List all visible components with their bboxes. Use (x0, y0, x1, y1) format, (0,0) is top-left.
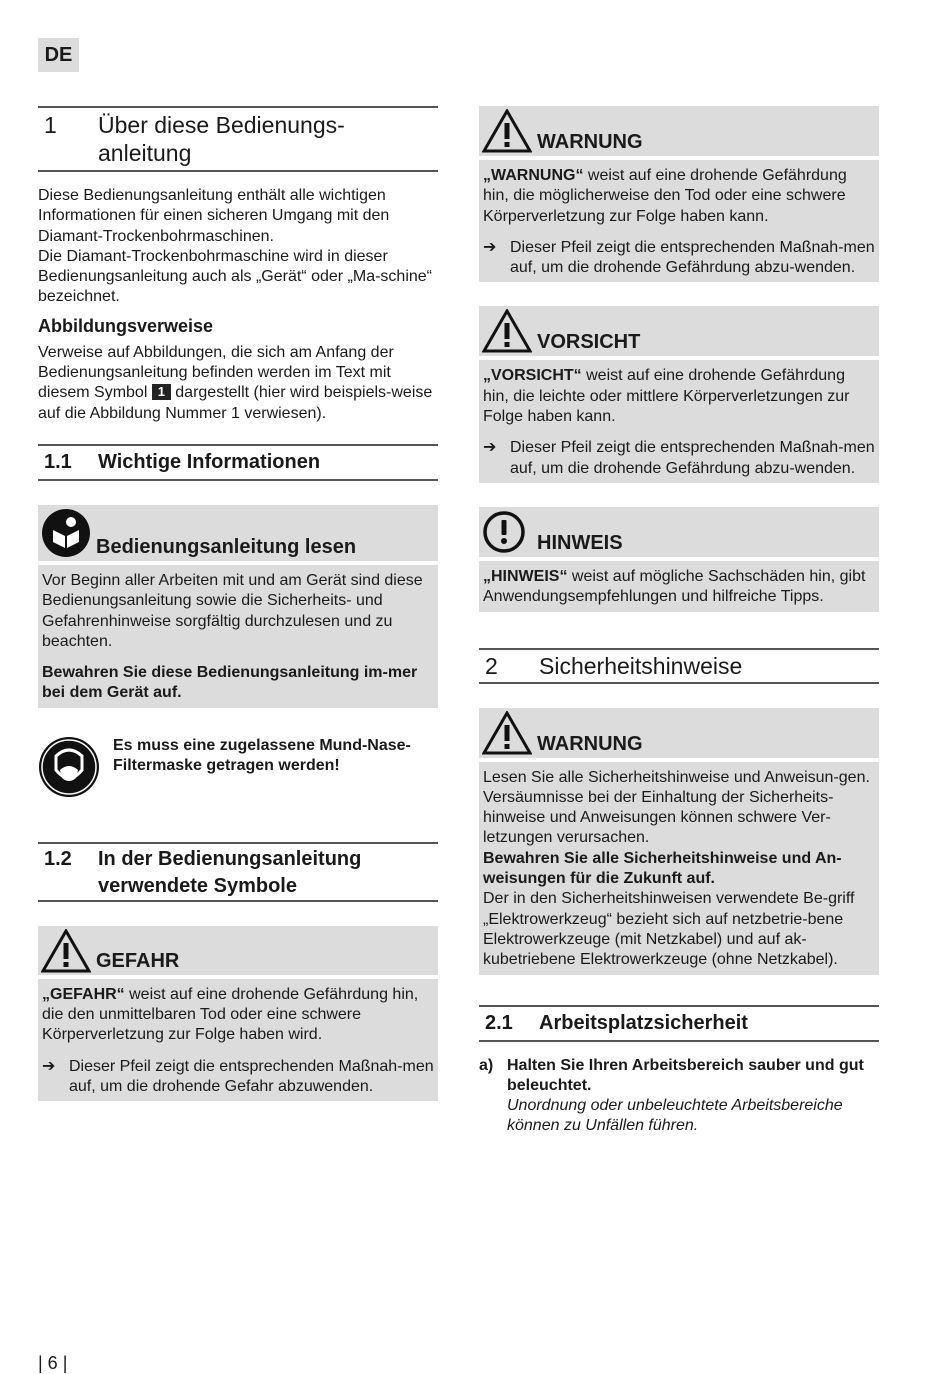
keyword: „WARNUNG“ (483, 167, 584, 184)
list-item-label: a) (479, 1056, 494, 1074)
paragraph: Diese Bedienungsanleitung enthält alle wichtigen Informationen für einen sicheren Umgang mit den Diamant-Trockenbohrmaschinen. (38, 187, 390, 245)
left-column (38, 106, 438, 1101)
list-item-heading: Halten Sie Ihren Arbeitsbereich sauber und gut beleuchtet. (507, 1056, 864, 1094)
paragraph (42, 985, 434, 1046)
text-fragment: weist auf eine drohende Gefährdung hin, die leichte oder mittlere Körperverletzungen zur Folge haben kann. (483, 367, 850, 426)
paragraph: Versäumnisse bei der Einhaltung der Sicherheits-hinweise und Anweisungen können schwere Ver-letzungen verursachen. (483, 788, 834, 847)
box-body (479, 160, 879, 282)
section-title: Über diese Bedienungs- anleitung (98, 112, 345, 166)
language-badge: DE (38, 38, 79, 72)
right-column (479, 106, 879, 1137)
respirator-mask-icon (38, 736, 100, 798)
paragraph: Lesen Sie alle Sicherheitshinweise und Anweisun-gen. (483, 768, 870, 786)
section-number: 1 (44, 112, 57, 138)
text-fragment: weist auf eine drohende Gefährdung hin, die den unmittelbaren Tod oder eine schwere Körperverletzung zur Folge haben wird. (42, 985, 419, 1044)
section-number: 1.1 (44, 450, 72, 473)
arrow-icon: ➔ (483, 238, 497, 256)
notice-box (479, 507, 879, 612)
section-title: Sicherheitshinweise (539, 652, 743, 679)
box-body (479, 561, 879, 612)
figure-reference-symbol: 1 (152, 384, 171, 400)
keyword: „HINWEIS“ (483, 567, 568, 585)
box-header (38, 505, 438, 561)
keyword: „GEFAHR“ (42, 985, 125, 1003)
paragraph (38, 343, 438, 424)
warning-triangle-icon (482, 711, 532, 755)
paragraph: Vor Beginn aller Arbeiten mit und am Gerät sind diese Bedienungsanleitung sowie die Sicherheits- und Gefahrenhinweise sorgfältig durchzulesen und zu beachten. (42, 571, 423, 650)
keyword: „VORSICHT“ (483, 367, 582, 385)
mask-notice (38, 736, 438, 798)
section-2-1-heading (479, 1005, 879, 1042)
list-item-content (507, 1056, 879, 1137)
arrow-item (483, 238, 875, 279)
section-title: Wichtige Informationen (98, 450, 321, 473)
mask-notice-text: Es muss eine zugelassene Mund-Nase-Filtermaske getragen werden! (113, 736, 411, 775)
text-fragment: dargestellt (hier wird beispiels-weise auf die Abbildung Nummer 1 verwiesen). (38, 384, 433, 422)
section-number: 2.1 (485, 1011, 513, 1034)
box-body (38, 565, 438, 708)
paragraph-bold: Bewahren Sie alle Sicherheitshinweise und An-weisungen für die Zukunft auf. (483, 849, 842, 888)
warning-triangle-icon (482, 109, 532, 153)
paragraph-bold: Bewahren Sie diese Bedienungsanleitung im-mer bei dem Gerät auf. (42, 664, 418, 702)
page-number: | 6 | (38, 1353, 68, 1373)
subsection-title: Abbildungsverweise (38, 315, 214, 336)
list-item (479, 1056, 879, 1137)
box-title: VORSICHT (537, 331, 641, 354)
section-title: In der Bedienungsanleitung verwendete Symbole (98, 847, 362, 897)
section-2-heading (479, 648, 879, 684)
warning-triangle-icon (482, 309, 532, 353)
text-fragment: weist auf eine drohende Gefährdung hin, die möglicherweise den Tod oder eine schwere Körperverletzung zur Folge haben kann. (483, 167, 847, 225)
section-1-1-heading (38, 444, 438, 481)
section-title: Arbeitsplatzsicherheit (539, 1011, 748, 1034)
arrow-icon: ➔ (42, 1057, 56, 1075)
paragraph (483, 366, 875, 427)
danger-box (38, 926, 438, 1101)
arrow-item (483, 438, 875, 479)
box-title: HINWEIS (537, 531, 623, 554)
box-header (479, 507, 879, 557)
box-header (479, 306, 879, 356)
exclamation-circle-icon (482, 510, 526, 554)
box-header (38, 926, 438, 975)
box-body (38, 979, 438, 1101)
arrow-icon: ➔ (483, 439, 497, 457)
box-header (479, 106, 879, 156)
box-title: WARNUNG (537, 732, 643, 755)
read-manual-icon (41, 508, 91, 558)
section-1-2-heading (38, 842, 438, 902)
box-body (479, 360, 879, 482)
text-fragment: weist auf mögliche Sachschäden hin, gibt Anwendungsempfehlungen und hilfreiche Tipps. (483, 567, 866, 606)
section-number: 1.2 (44, 847, 72, 870)
read-manual-box (38, 505, 438, 708)
arrow-item (42, 1057, 434, 1098)
box-title: GEFAHR (96, 949, 180, 972)
box-header (479, 708, 879, 758)
section-number: 2 (485, 652, 498, 679)
warning-box (479, 106, 879, 282)
section-1-body (38, 186, 438, 424)
paragraph (483, 567, 875, 608)
caution-box (479, 306, 879, 482)
box-title: Bedienungsanleitung lesen (96, 535, 357, 558)
safety-warning-box (479, 708, 879, 975)
paragraph: Die Diamant-Trockenbohrmaschine wird in dieser Bedienungsanleitung auch als „Gerät“ oder „Ma-schine“ bezeichnet. (38, 247, 432, 306)
paragraph: Der in den Sicherheitshinweisen verwendete Be-griff „Elektrowerkzeug“ bezieht sich auf netzbetrie-bene Elektrowerkzeuge (mit Netzkabel) und auf ak-kubetriebene Elektrowerkzeuge (ohne Netzkabel). (483, 890, 855, 969)
arrow-text: Dieser Pfeil zeigt die entsprechenden Maßnah-men auf, um die drohende Gefahr abzuwenden. (69, 1057, 434, 1095)
list-item-note: Unordnung oder unbeleuchtete Arbeitsbereiche können zu Unfällen führen. (507, 1097, 843, 1135)
warning-triangle-icon (41, 929, 91, 973)
paragraph (483, 166, 875, 227)
box-title: WARNUNG (537, 131, 643, 153)
box-body (479, 762, 879, 975)
section-1-heading (38, 106, 438, 172)
text-fragment: Verweise auf Abbildungen, die sich am Anfang der Bedienungsanleitung befinden werden im Text mit diesem Symbol (38, 343, 394, 402)
arrow-text: Dieser Pfeil zeigt die entsprechenden Maßnah-men auf, um die drohende Gefährdung abzu-wenden. (510, 439, 875, 477)
arrow-text: Dieser Pfeil zeigt die entsprechenden Maßnah-men auf, um die drohende Gefährdung abzu-wenden. (510, 238, 875, 277)
